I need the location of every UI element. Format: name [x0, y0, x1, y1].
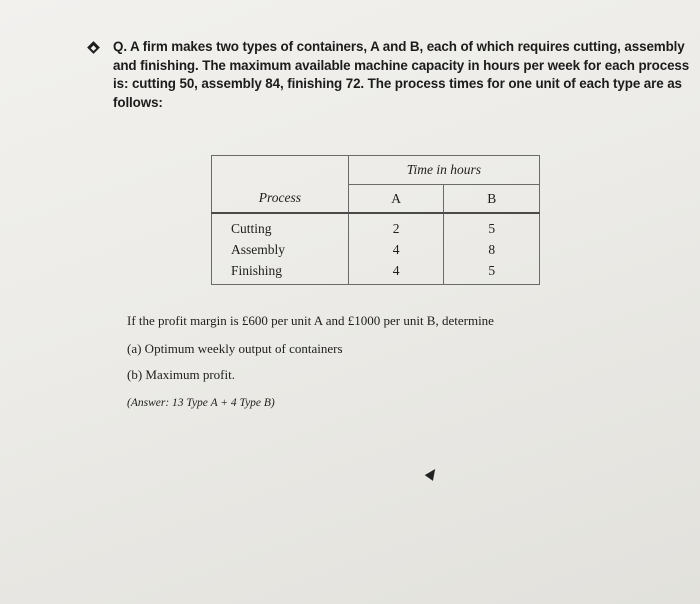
question-text — [113, 38, 693, 112]
time-in-hours-header: Time in hours — [348, 156, 539, 185]
type-b-values-cell — [444, 213, 540, 285]
type-a-values-cell — [348, 213, 444, 285]
table-body-row — [212, 213, 540, 285]
table-subheader-row — [212, 185, 540, 214]
question-line: is: cutting 50, assembly 84, finishing 72. The process times for one unit of each type are as — [113, 76, 682, 91]
type-a-value: 4 — [392, 242, 400, 257]
question-line: Q. A firm makes two types of containers, A and B, each of which requires cutting, assembly — [113, 39, 685, 54]
type-a-column-header: A — [348, 185, 444, 214]
question-line: and finishing. The maximum available machine capacity in hours per week for each process — [113, 57, 690, 73]
mouse-pointer-icon — [425, 466, 440, 481]
type-a-value: 2 — [392, 221, 400, 236]
profit-prompt: If the profit margin is £600 per unit A and £1000 per unit B, determine — [127, 313, 494, 328]
answer-text: (Answer: 13 Type A + 4 Type B) — [127, 397, 275, 409]
type-b-value: 5 — [488, 263, 496, 278]
type-b-value: 8 — [488, 242, 496, 257]
process-name: Assembly — [231, 242, 285, 257]
header-blank-cell — [212, 156, 349, 185]
type-b-column-header: B — [444, 185, 540, 214]
question-line: follows: — [113, 94, 163, 110]
process-name: Cutting — [231, 221, 272, 236]
process-time-table — [211, 155, 540, 285]
table-header-row — [212, 156, 540, 185]
type-b-value: 5 — [488, 221, 496, 236]
part-b-text: (b) Maximum profit. — [127, 367, 235, 382]
part-a-text: (a) Optimum weekly output of containers — [127, 341, 343, 356]
type-a-value: 4 — [392, 263, 400, 278]
process-names-cell — [212, 213, 349, 285]
process-column-header: Process — [212, 185, 349, 214]
process-name: Finishing — [231, 263, 283, 278]
diamond-bullet-icon — [87, 41, 100, 54]
